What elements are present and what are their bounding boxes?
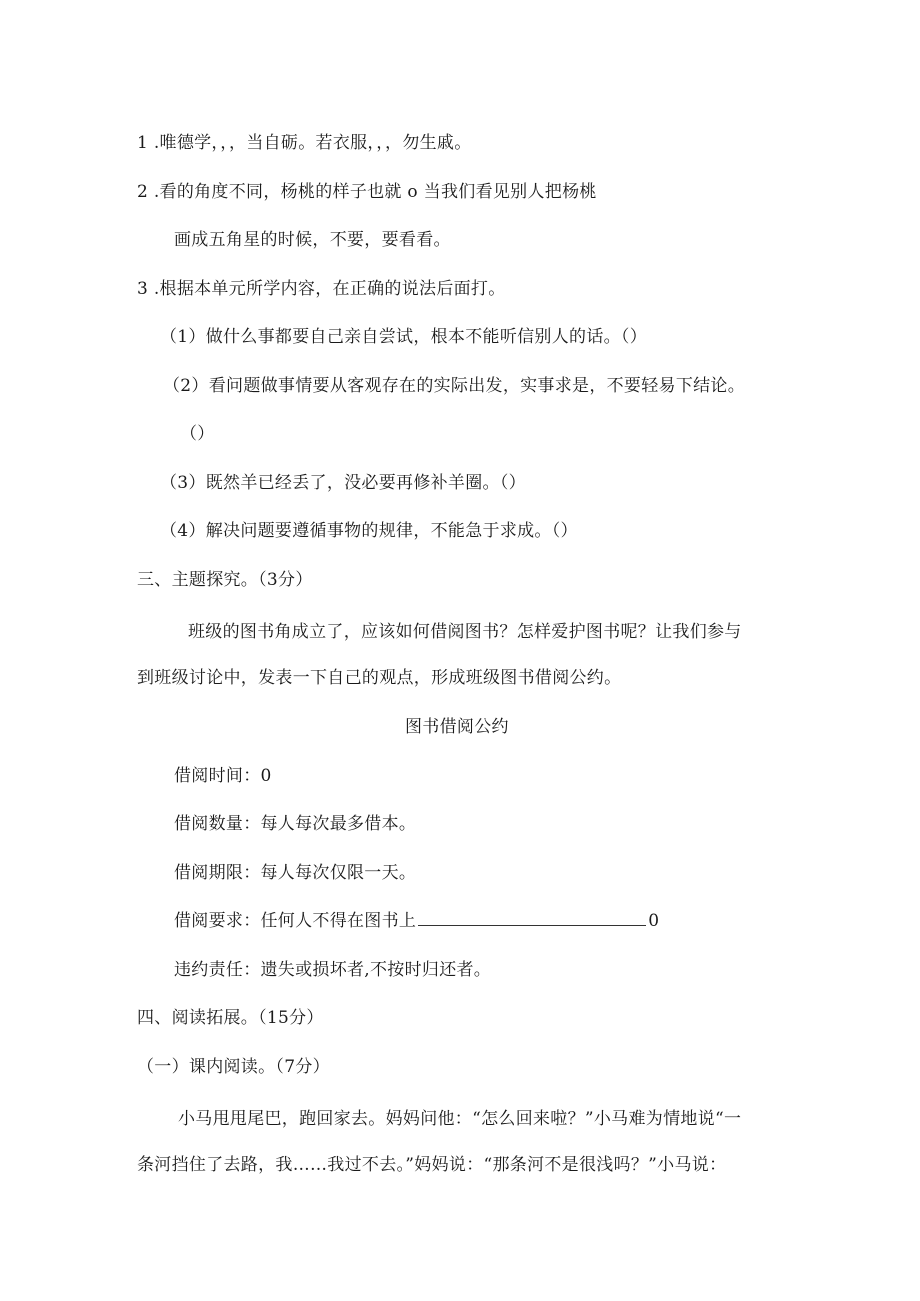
section-4-subheading: （一）课内阅读。（7分）: [137, 1057, 330, 1077]
rule-requirement: [174, 909, 659, 933]
question-1: 1 .唯德学，，，当自砺。若衣服，，，勿生戚。: [137, 133, 472, 153]
rule-period: 借阅期限：每人每次仅限一天。: [174, 863, 417, 883]
rule-time: 借阅时间：0: [174, 766, 272, 786]
question-3-item-2-answer: （）: [180, 424, 215, 444]
question-3-item-2: （2）看问题做事情要从客观存在的实际出发，实事求是，不要轻易下结论。: [163, 376, 746, 396]
section-3-intro-line-1: 班级的图书角成立了，应该如何借阅图书？怎样爱护图书呢？让我们参与: [188, 622, 742, 642]
question-3-item-1: （1）做什么事都要自己亲自尝试，根本不能听信别人的话。（）: [160, 327, 648, 347]
question-3-item-4: （4）解决问题要遵循事物的规律，不能急于求成。（）: [160, 521, 578, 541]
section-3-intro-line-2: 到班级讨论中，发表一下自己的观点，形成班级图书借阅公约。: [137, 668, 622, 688]
question-3: 3 .根据本单元所学内容，在正确的说法后面打。: [137, 279, 506, 299]
question-2-line-2: 画成五角星的时候，不要，要看看。: [174, 230, 451, 250]
question-2-line-1: 2 .看的角度不同，杨桃的样子也就 o 当我们看见别人把杨桃: [137, 182, 597, 202]
rule-requirement-prefix: 借阅要求：任何人不得在图书上: [174, 911, 417, 931]
rule-liability: 违约责任：遗失或损坏者,不按时归还者。: [174, 960, 492, 980]
passage-line-1: 小马甩甩尾巴，跑回家去。妈妈问他：“怎么回来啦？”小马难为情地说“一: [178, 1109, 742, 1129]
question-3-item-3: （3）既然羊已经丢了，没必要再修补羊圈。（）: [160, 473, 526, 493]
section-4-heading: 四、阅读拓展。（15分）: [137, 1008, 324, 1028]
rule-requirement-suffix: 0: [648, 911, 660, 931]
rule-quantity: 借阅数量：每人每次最多借本。: [174, 814, 417, 834]
fill-in-blank: [418, 909, 646, 926]
convention-title: 图书借阅公约: [405, 717, 509, 737]
passage-line-2: 条河挡住了去路，我……我过不去。”妈妈说：“那条河不是很浅吗？”小马说：: [137, 1155, 727, 1175]
section-3-heading: 三、主题探究。（3分）: [137, 570, 313, 590]
